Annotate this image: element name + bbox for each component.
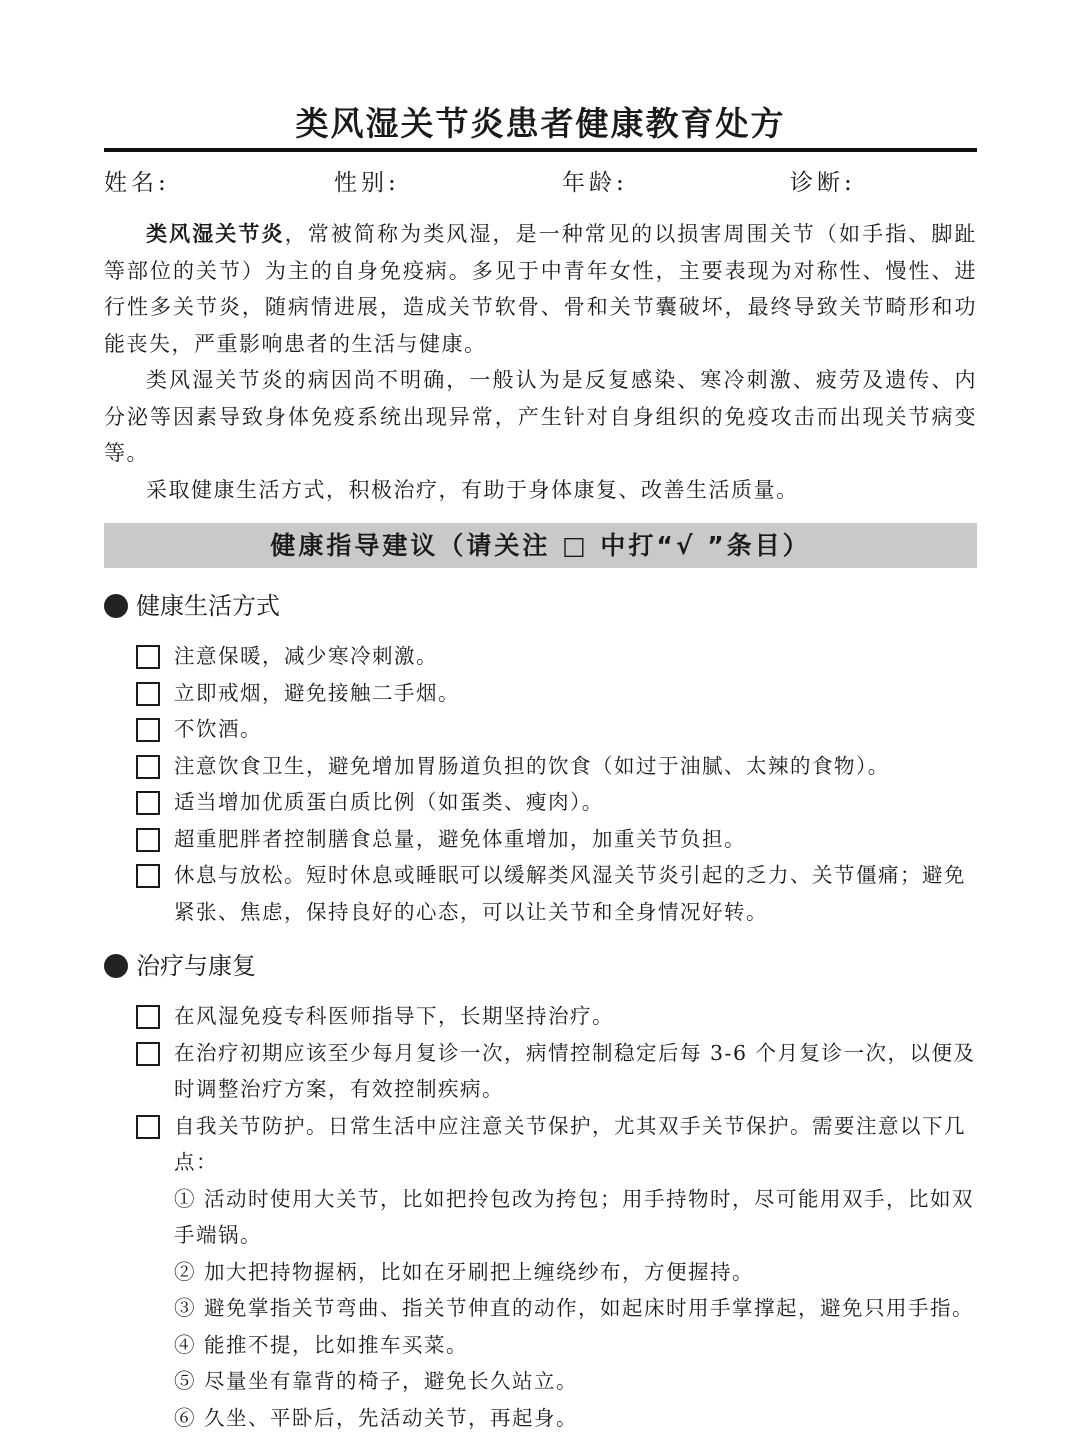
checklist-item: [104, 784, 977, 821]
section-heading: [104, 948, 977, 984]
item-text: 自我关节防护。日常生活中应注意关节保护，尤其双手关节保护。需要注意以下几点：: [174, 1113, 966, 1174]
diagnosis-label: 诊断:: [790, 170, 856, 196]
section-heading-text: 治疗与康复: [136, 952, 256, 980]
page-title: 类风湿关节炎患者健康教育处方: [295, 104, 786, 143]
checklist-item: [104, 998, 977, 1035]
checklist-item: [104, 675, 977, 712]
item-text: 超重肥胖者控制膳食总量，避免体重增加，加重关节负担。: [174, 826, 746, 851]
checkbox[interactable]: [136, 1042, 160, 1066]
checkbox[interactable]: [136, 1005, 160, 1029]
section-healthy-lifestyle: [104, 588, 977, 930]
checkbox[interactable]: [136, 645, 160, 669]
bullet-icon: [104, 954, 128, 978]
title-rule: [104, 148, 977, 152]
item-text: 注意饮食卫生，避免增加胃肠道负担的饮食（如过于油腻、太辣的食物）。: [174, 753, 890, 778]
checkbox[interactable]: [136, 828, 160, 852]
sub-item: ⑥ 久坐、平卧后，先活动关节，再起身。: [174, 1405, 579, 1430]
checklist-item: [104, 857, 977, 930]
sub-item: ④ 能推不提，比如推车买菜。: [174, 1332, 469, 1357]
checkbox[interactable]: [136, 718, 160, 742]
checkbox[interactable]: [136, 1115, 160, 1139]
name-label: 姓名:: [104, 170, 170, 196]
sub-item: ③ 避免掌指关节弯曲、指关节伸直的动作，如起床时用手掌撑起，避免只用手指。: [174, 1296, 975, 1320]
intro-paragraph-3: 采取健康生活方式，积极治疗，有助于身体康复、改善生活质量。: [146, 477, 799, 502]
checkbox[interactable]: [136, 864, 160, 888]
sub-item: ① 活动时使用大关节，比如把拎包改为挎包；用手持物时，尽可能用双手，比如双手端锅。: [174, 1186, 975, 1247]
item-text: 适当增加优质蛋白质比例（如蛋类、瘦肉）。: [174, 790, 604, 814]
intro-paragraph-1: [104, 216, 977, 362]
section-heading-text: 健康生活方式: [136, 592, 280, 620]
age-label: 年龄:: [562, 170, 628, 196]
intro-paragraph-2: 类风湿关节炎的病因尚不明确，一般认为是反复感染、寒冷刺激、疲劳及遗传、内分泌等因素导致身体免疫系统出现异常，产生针对自身组织的免疫攻击而出现关节病变等。: [104, 368, 977, 465]
checkbox[interactable]: [136, 791, 160, 815]
checkbox[interactable]: [136, 755, 160, 779]
sub-item: ⑤ 尽量坐有靠背的椅子，避免长久站立。: [174, 1369, 579, 1393]
checklist-item: [104, 711, 977, 748]
item-text: 在风湿免疫专科医师指导下，长期坚持治疗。: [174, 1004, 614, 1028]
item-text: 不饮酒。: [174, 717, 262, 741]
item-text: 注意保暖，减少寒冷刺激。: [174, 644, 438, 668]
checklist-item: [104, 748, 977, 785]
section-treatment-rehab: [104, 948, 977, 1436]
checklist-item: [104, 638, 977, 675]
sub-item: ② 加大把持物握柄，比如在牙刷把上缠绕纱布，方便握持。: [174, 1259, 755, 1284]
checklist-item: [104, 821, 977, 858]
patient-info-row: [104, 164, 977, 198]
item-text: 在治疗初期应该至少每月复诊一次，病情控制稳定后每 3-6 个月复诊一次，以便及时调整治疗方案，有效控制疾病。: [174, 1040, 976, 1101]
checklist-item: [104, 1035, 977, 1108]
intro-text: [104, 216, 977, 508]
guidance-banner: 健康指导建议（请关注 □ 中打“√ ”条目）: [104, 523, 977, 568]
checkbox[interactable]: [136, 682, 160, 706]
item-text: 休息与放松。短时休息或睡眠可以缓解类风湿关节炎引起的乏力、关节僵痛；避免紧张、焦虑，保持良好的心态，可以让关节和全身情况好转。: [174, 863, 966, 924]
bullet-icon: [104, 594, 128, 618]
checklist: [104, 638, 977, 930]
checklist-item: [104, 1108, 977, 1181]
item-text: 立即戒烟，避免接触二手烟。: [174, 680, 460, 705]
intro-paragraph-1-text: ，常被简称为类风湿，是一种常见的以损害周围关节（如手指、脚趾等部位的关节）为主的自身免疫病。多见于中青年女性，主要表现为对称性、慢性、进行性多关节炎，随病情进展，造成关节软骨、骨和关节囊破坏，最终导致关节畸形和功能丧失，严重影响患者的生活与健康。: [104, 222, 978, 356]
section-heading: [104, 588, 977, 624]
checklist: [104, 998, 977, 1436]
sex-label: 性别:: [334, 170, 400, 196]
intro-term: 类风湿关节炎: [146, 222, 285, 246]
